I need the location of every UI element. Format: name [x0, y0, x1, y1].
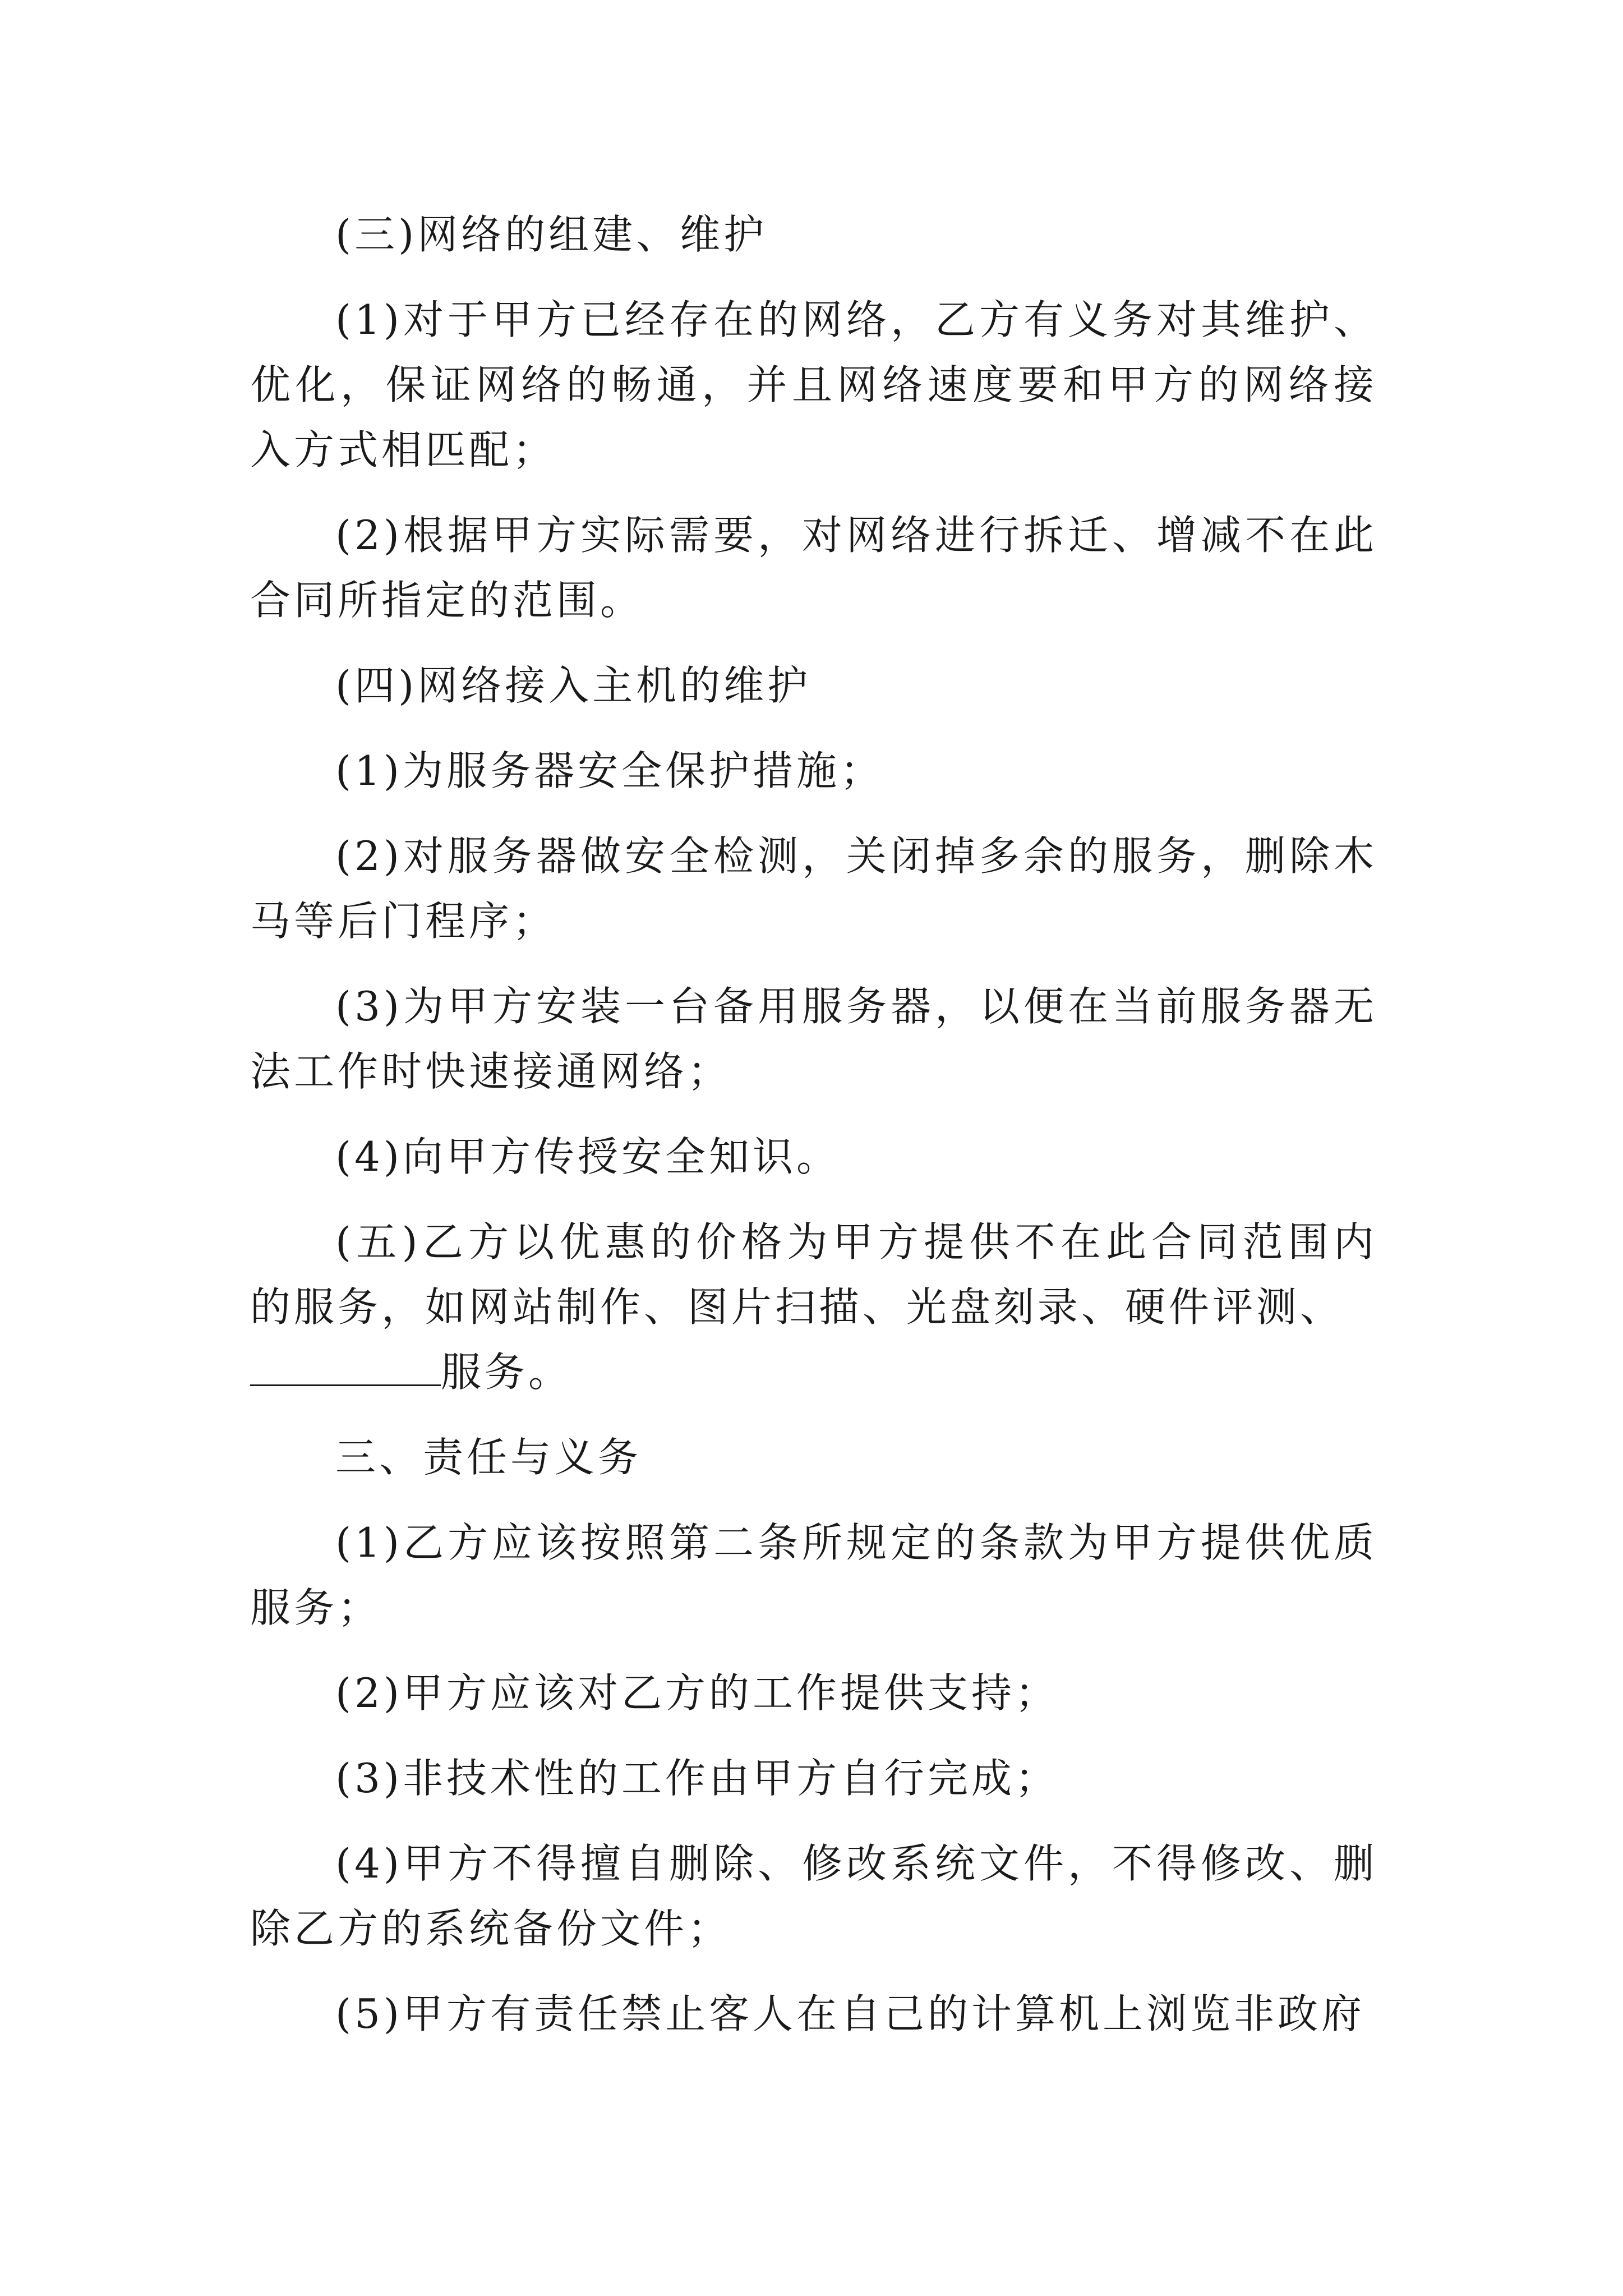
paragraph-extra-services-tail	[250, 1340, 1377, 1405]
paragraph-security-knowledge: (4)向甲方传授安全知识。	[335, 1133, 840, 1180]
section-heading-responsibilities: 三、责任与义务	[335, 1434, 642, 1481]
paragraph-party-b-service: (1)乙方应该按照第二条所规定的条款为甲方提供优质服务；	[250, 1519, 1377, 1631]
fill-in-blank[interactable]	[250, 1351, 441, 1386]
paragraph-existing-network: (1)对于甲方已经存在的网络，乙方有义务对其维护、优化，保证网络的畅通，并且网络速度要和甲方的网络接入方式相匹配；	[250, 296, 1377, 473]
section-heading-host-maintenance: (四)网络接入主机的维护	[335, 662, 811, 709]
paragraph-extra-services	[250, 1209, 1377, 1340]
extra-services-text: (五)乙方以优惠的价格为甲方提供不在此合同范围内的服务，如网站制作、图片扫描、光盘刻录、硬件评测、	[250, 1218, 1377, 1331]
paragraph-server-protection: (1)为服务器安全保护措施；	[335, 747, 884, 794]
paragraph-network-relocation: (2)根据甲方实际需要，对网络进行拆迁、增减不在此合同所指定的范围。	[250, 512, 1377, 624]
section-heading-network-build: (三)网络的组建、维护	[335, 211, 768, 258]
paragraph-backup-server: (3)为甲方安装一台备用服务器，以便在当前服务器无法工作时快速接通网络；	[250, 983, 1377, 1095]
paragraph-party-a-support: (2)甲方应该对乙方的工作提供支持；	[335, 1669, 1059, 1717]
paragraph-non-technical-work: (3)非技术性的工作由甲方自行完成；	[335, 1755, 1059, 1802]
paragraph-guest-browsing: (5)甲方有责任禁止客人在自己的计算机上浏览非政府	[335, 1990, 1365, 2037]
paragraph-system-files: (4)甲方不得擅自删除、修改系统文件，不得修改、删除乙方的系统备份文件；	[250, 1840, 1377, 1952]
extra-services-tail-text: 服务。	[441, 1349, 573, 1396]
document-body	[250, 202, 1377, 2067]
paragraph-security-check: (2)对服务器做安全检测，关闭掉多余的服务，删除木马等后门程序；	[250, 832, 1377, 945]
